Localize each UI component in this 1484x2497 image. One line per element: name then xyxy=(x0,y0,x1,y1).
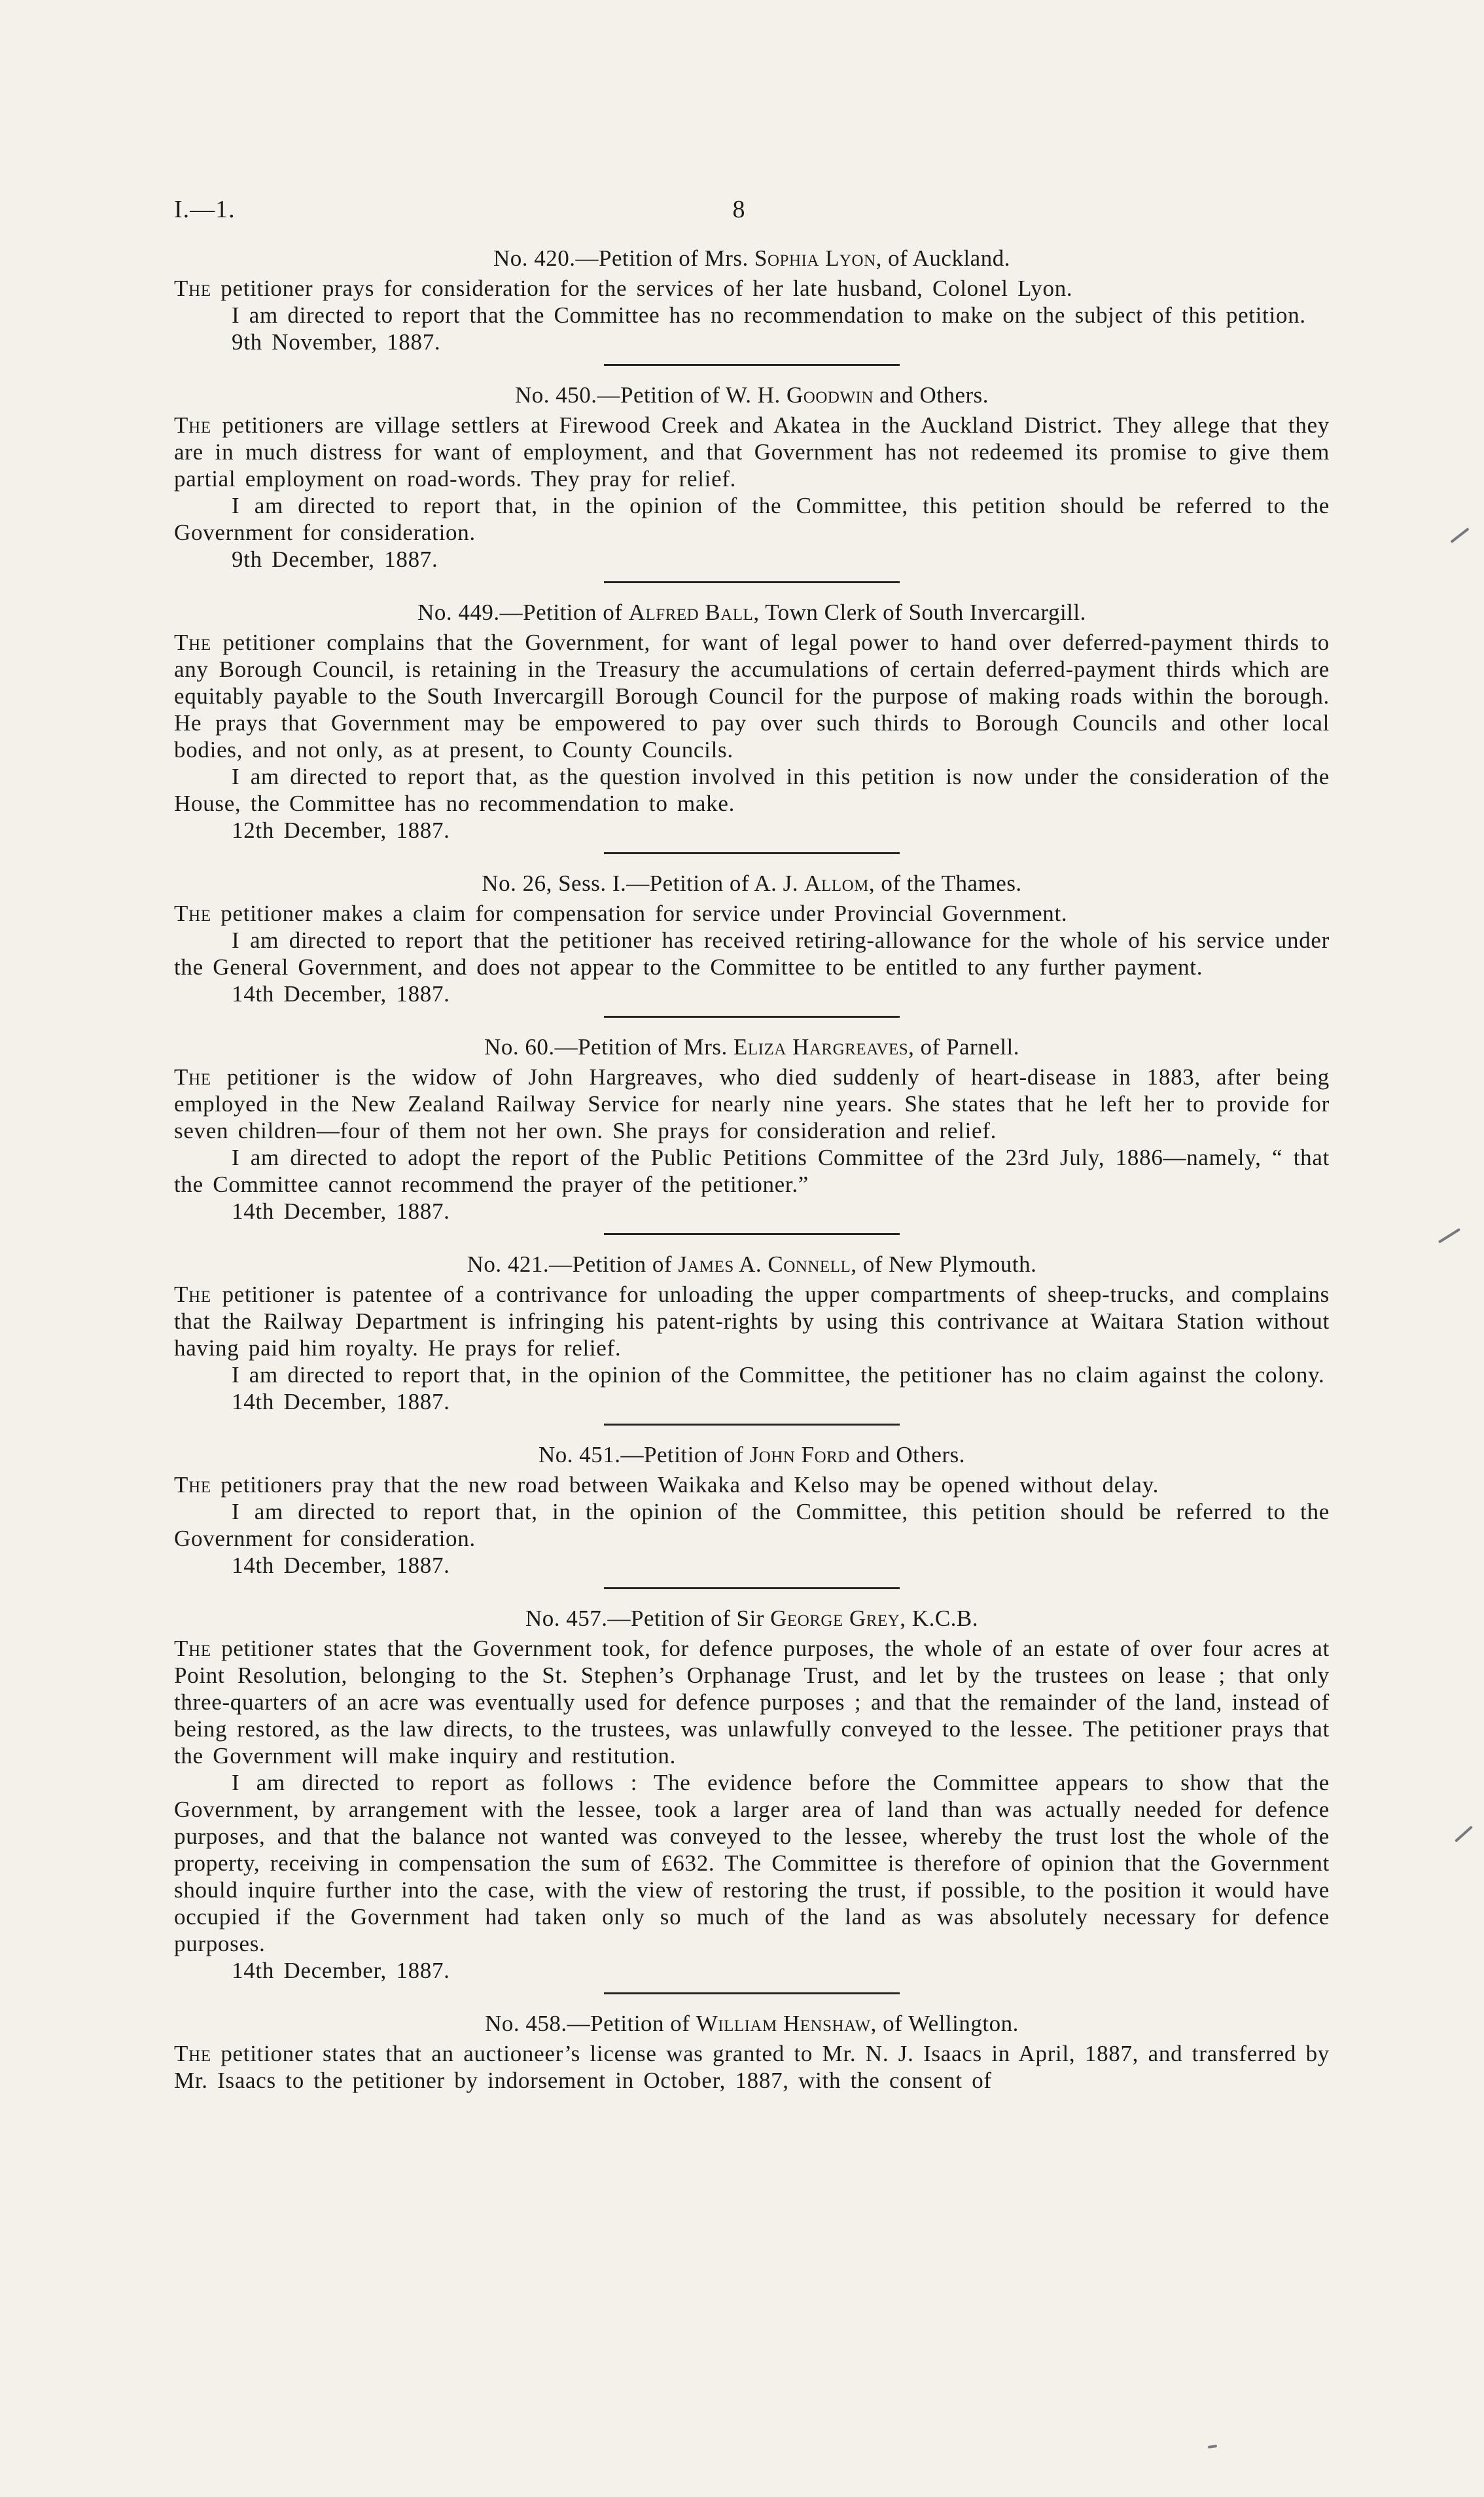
lead-word: The xyxy=(174,1064,211,1090)
lead-word: The xyxy=(174,901,211,926)
petition-paragraph: I am directed to report that, in the opinion of the Committee, the petitioner has no claim against the colony. xyxy=(232,1362,1325,1388)
heading-prefix: No. 450.—Petition of W. H. xyxy=(514,382,786,408)
heading-suffix: , of Parnell. xyxy=(908,1034,1019,1060)
petition-paragraph: The petitioners are village settlers at Firewood Creek and Akatea in the Auckland District. They allege that they are in much distress for want of employment, and that Government has not redeemed its promise to give them partial employment on road-words. They pray for relief. xyxy=(174,412,1330,492)
heading-suffix: , K.C.B. xyxy=(900,1606,979,1631)
petition-section xyxy=(174,1033,1330,1235)
lead-word: The xyxy=(174,1636,211,1661)
heading-suffix: , of the Thames. xyxy=(868,871,1022,896)
heading-prefix: No. 458.—Petition of xyxy=(485,2011,696,2036)
lead-word: The xyxy=(174,630,211,655)
report-date: 14th December, 1887. xyxy=(232,1198,450,1224)
section-divider xyxy=(604,1233,900,1235)
petition-section xyxy=(174,599,1330,854)
petitioner-name: Goodwin xyxy=(786,382,874,408)
petitions-list xyxy=(174,245,1330,2094)
petition-heading xyxy=(174,1251,1330,1278)
report-date: 12th December, 1887. xyxy=(232,817,450,843)
section-divider xyxy=(604,1992,900,1994)
petition-paragraph: The petitioner prays for consideration for the services of her late husband, Colonel Lyon. xyxy=(174,276,1073,301)
petitioner-name: Alfred Ball xyxy=(628,600,754,625)
heading-suffix: , of New Plymouth. xyxy=(851,1251,1037,1277)
page-number: 8 xyxy=(732,196,745,223)
heading-suffix: and Others. xyxy=(849,1442,965,1467)
document-page xyxy=(174,195,1330,2094)
petition-paragraph: I am directed to report that, as the question involved in this petition is now under the consideration of the House, the Committee has no recommendation to make. xyxy=(174,764,1330,816)
petition-heading xyxy=(174,1033,1330,1060)
petitioner-name: William Henshaw xyxy=(696,2011,871,2036)
section-divider xyxy=(604,364,900,366)
ink-mark xyxy=(1450,528,1469,543)
petition-heading xyxy=(174,382,1330,408)
report-date: 9th November, 1887. xyxy=(232,329,441,355)
document-reference: I.—1. xyxy=(174,196,236,223)
report-date: 14th December, 1887. xyxy=(232,1958,450,1983)
heading-prefix: No. 457.—Petition of Sir xyxy=(525,1606,771,1631)
report-date: 14th December, 1887. xyxy=(232,1553,450,1578)
report-date: 9th December, 1887. xyxy=(232,547,438,572)
heading-suffix: , of Wellington. xyxy=(870,2011,1019,2036)
section-divider xyxy=(604,852,900,854)
petitioner-name: Allom xyxy=(804,871,869,896)
heading-prefix: No. 26, Sess. I.—Petition of A. J. xyxy=(482,871,805,896)
ink-mark xyxy=(1438,1228,1460,1244)
petitioner-name: James A. Connell xyxy=(678,1251,851,1277)
petition-paragraph: I am directed to report as follows : The evidence before the Committee appears to show that the Government, by arrangement with the lessee, took a larger area of land than was actually needed for defence purposes, and that the balance not wanted was conveyed to the lessee, whereby the trust lost the whole of the property, receiving in compensation the sum of £632. The Committee is therefore of opinion that the Government should inquire further into the case, with the view of restoring the trust, if possible, to the position it would have occupied if the Government had taken only so much of the land as was absolutely necessary for defence purposes. xyxy=(174,1770,1330,1956)
lead-word: The xyxy=(174,2041,211,2066)
petition-heading xyxy=(174,599,1330,626)
petition-paragraph: The petitioner states that an auctioneer’s license was granted to Mr. N. J. Isaacs in April, 1887, and transferred by Mr. Isaacs to the petitioner by indorsement in October, 1887, with the consent of xyxy=(174,2041,1330,2093)
lead-word: The xyxy=(174,276,211,301)
heading-suffix: , Town Clerk of South Invercargill. xyxy=(753,600,1086,625)
heading-suffix: , of Auckland. xyxy=(875,245,1010,271)
petition-paragraph: I am directed to report that the Committee has no recommendation to make on the subject of this petition. xyxy=(232,302,1306,328)
petition-paragraph: I am directed to report that the petitioner has received retiring-allowance for the whole of his service under the General Government, and does not appear to the Committee to be entitled to any further payment. xyxy=(174,927,1330,980)
petition-heading xyxy=(174,1441,1330,1468)
petitioner-name: Eliza Hargreaves xyxy=(733,1034,909,1060)
petition-section xyxy=(174,382,1330,583)
petitioner-name: John Ford xyxy=(749,1442,850,1467)
petition-section xyxy=(174,245,1330,366)
ink-mark xyxy=(1208,2445,1217,2449)
heading-prefix: No. 449.—Petition of xyxy=(417,600,629,625)
petition-section xyxy=(174,2010,1330,2094)
petition-section xyxy=(174,1605,1330,1994)
petition-paragraph: The petitioner complains that the Government, for want of legal power to hand over deferred-payment thirds to any Borough Council, is retaining in the Treasury the accumulations of certain deferred-payment thirds which are equitably payable to the South Invercargill Borough Council for the purpose of making roads within the borough. He prays that Government may be empowered to pay over such thirds to Borough Councils and other local bodies, and not only, as at present, to County Councils. xyxy=(174,630,1330,763)
petition-paragraph: The petitioner makes a claim for compensation for service under Provincial Government. xyxy=(174,901,1068,926)
petition-heading xyxy=(174,245,1330,272)
petitioner-name: Sophia Lyon xyxy=(754,245,876,271)
petitioner-name: George Grey xyxy=(770,1606,900,1631)
section-divider xyxy=(604,1016,900,1018)
heading-prefix: No. 421.—Petition of xyxy=(467,1251,679,1277)
petition-section xyxy=(174,1441,1330,1589)
petition-paragraph: The petitioner is patentee of a contrivance for unloading the upper compartments of sheep-trucks, and complains that the Railway Department is infringing his patent-rights by using this contrivance at Waitara Station without having paid him royalty. He prays for relief. xyxy=(174,1282,1330,1361)
petition-heading xyxy=(174,2010,1330,2037)
section-divider xyxy=(604,1587,900,1589)
report-date: 14th December, 1887. xyxy=(232,1389,450,1414)
petition-section xyxy=(174,1251,1330,1426)
petition-paragraph: The petitioners pray that the new road between Waikaka and Kelso may be opened without delay. xyxy=(174,1472,1159,1498)
lead-word: The xyxy=(174,1472,211,1498)
petition-heading xyxy=(174,870,1330,897)
section-divider xyxy=(604,581,900,583)
petition-paragraph: I am directed to adopt the report of the Public Petitions Committee of the 23rd July, 1886—namely, “ that the Committee cannot recommend the prayer of the petitioner.” xyxy=(174,1145,1330,1197)
heading-prefix: No. 451.—Petition of xyxy=(539,1442,750,1467)
petition-paragraph: I am directed to report that, in the opinion of the Committee, this petition should be referred to the Government for consideration. xyxy=(174,493,1330,545)
section-divider xyxy=(604,1424,900,1426)
petition-heading xyxy=(174,1605,1330,1632)
report-date: 14th December, 1887. xyxy=(232,981,450,1007)
petition-paragraph: The petitioner states that the Government took, for defence purposes, the whole of an estate of over four acres at Point Resolution, belonging to the St. Stephen’s Orphanage Trust, and let by the trustees on lease ; that only three-quarters of an acre was eventually used for defence purposes ; and that the remainder of the land, instead of being restored, as the law directs, to the trustees, was unlawfully conveyed to the lessee. The petitioner prays that the Government will make inquiry and restitution. xyxy=(174,1636,1330,1769)
heading-suffix: and Others. xyxy=(873,382,989,408)
page-header xyxy=(174,195,1330,226)
heading-prefix: No. 60.—Petition of Mrs. xyxy=(484,1034,734,1060)
lead-word: The xyxy=(174,1282,211,1307)
ink-mark xyxy=(1455,1825,1473,1842)
petition-paragraph: I am directed to report that, in the opinion of the Committee, this petition should be referred to the Government for consideration. xyxy=(174,1499,1330,1551)
petition-section xyxy=(174,870,1330,1018)
lead-word: The xyxy=(174,412,211,438)
petition-paragraph: The petitioner is the widow of John Hargreaves, who died suddenly of heart-disease in 1883, after being employed in the New Zealand Railway Service for nearly nine years. She states that he left her to provide for seven children—four of them not her own. She prays for consideration and relief. xyxy=(174,1064,1330,1143)
heading-prefix: No. 420.—Petition of Mrs. xyxy=(493,245,755,271)
